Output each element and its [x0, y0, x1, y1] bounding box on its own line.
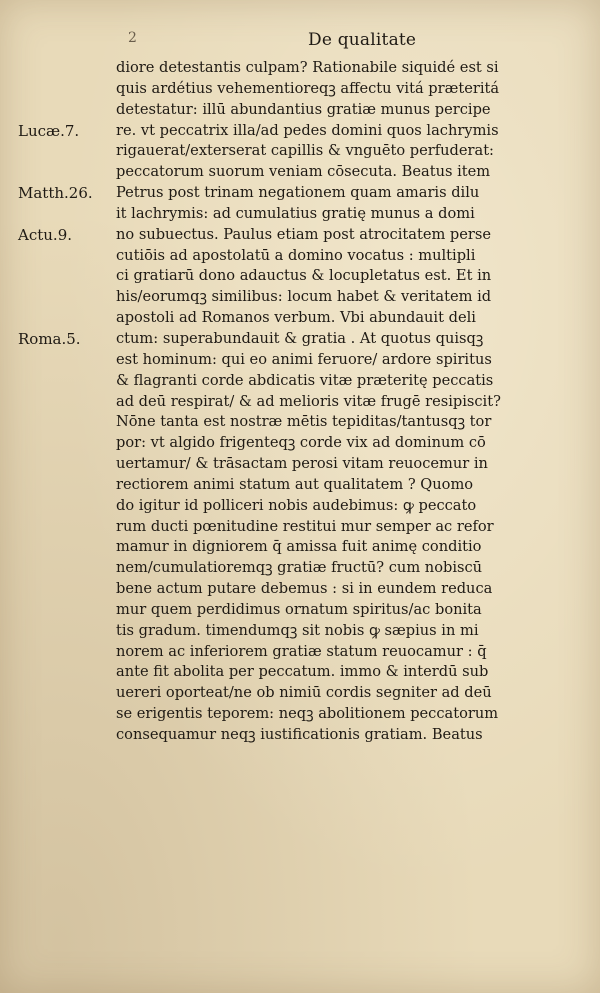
text-line: ci gratiarū dono adauctus & locupletatus est. Et in	[116, 267, 492, 285]
text-line: his/eorumqꝫ similibus: locum habet & veritatem id	[116, 288, 492, 306]
text-line: est hominum: qui eo animi feruore/ ardore spiritus	[116, 350, 492, 368]
text-line: Petrus post trinam negationem quam amaris dilu	[116, 184, 480, 202]
text-line: Nōne tanta est nostræ mētis tepiditas/tantusqꝫ tor	[116, 413, 492, 431]
text-line: uereri oporteat/ne ob nimiū cordis segniter ad deū	[116, 684, 492, 702]
text-line: it lachrymis: ad cumulatius gratię munus a domi	[116, 204, 475, 222]
text-line: ante fit abolita per peccatum. immo & interdū sub	[116, 663, 489, 681]
running-head: De qualitate	[308, 30, 417, 50]
text-line: cutiōis ad apostolatū a domino vocatus : multipli	[116, 246, 476, 264]
text-line: rectiorem animi statum aut qualitatem ? Quomo	[116, 475, 474, 493]
text-line: diore detestantis culpam? Rationabile siquidé est si	[116, 59, 499, 76]
text-line: rigauerat/exterserat capillis & vnguēto perfuderat:	[116, 142, 494, 160]
text-line: ad deū respirat/ & ad melioris vitæ frugē resipiscit?	[116, 392, 501, 410]
text-line: por: vt algido frigenteqꝫ corde vix ad dominum cō	[116, 434, 486, 452]
text-line: no subuectus. Paulus etiam post atrocitatem perse	[116, 225, 492, 243]
text-line: norem ac inferiorem gratiæ statum reuocamur : q̄	[116, 642, 487, 660]
text-line: detestatur: illū abundantius gratiæ munus percipe	[116, 100, 491, 118]
text-line: quis ardétius vehementioreqꝫ affectu vitá præteritá	[116, 79, 500, 97]
text-line: ctum: superabundauit & gratia . At quotus quisqꝫ	[116, 329, 484, 347]
text-line: se erigentis teporem: neqꝫ abolitionem peccatorum	[116, 705, 499, 723]
text-line: nem/cumulatioremqꝫ gratiæ fructū? cum nobiscū	[116, 559, 483, 577]
marginal-note: Roma.5.	[18, 330, 81, 349]
text-line: tis gradum. timendumqꝫ sit nobis ꝙ sæpius in mi	[116, 621, 479, 639]
text-line: uertamur/ & trāsactam perosi vitam reuocemur in	[116, 455, 488, 473]
text-line: apostoli ad Romanos verbum. Vbi abundauit deli	[116, 309, 476, 327]
folio-number: 2	[128, 30, 137, 46]
marginal-note: Actu.9.	[18, 225, 73, 244]
text-line: & flagranti corde abdicatis vitæ præteritę peccatis	[116, 371, 494, 389]
text-line: re. vt peccatrix illa/ad pedes domini quos lachrymis	[116, 121, 499, 139]
text-line: consequamur neqꝫ iustificationis gratiam. Beatus	[116, 726, 483, 743]
marginal-note: Lucæ.7.	[18, 121, 80, 140]
text-line: mur quem perdidimus ornatum spiritus/ac bonita	[116, 600, 482, 618]
body-text	[116, 58, 546, 746]
text-line: peccatorum suorum veniam cōsecuta. Beatus item	[116, 163, 491, 181]
marginal-note: Matth.26.	[18, 184, 93, 203]
text-line: do igitur id polliceri nobis audebimus: ꝙ peccato	[116, 496, 477, 514]
text-line: bene actum putare debemus : si in eundem reduca	[116, 580, 493, 598]
text-line: mamur in digniorem q̄ amissa fuit animę conditio	[116, 538, 482, 556]
text-line: rum ducti pœnitudine restitui mur semper ac refor	[116, 517, 494, 535]
